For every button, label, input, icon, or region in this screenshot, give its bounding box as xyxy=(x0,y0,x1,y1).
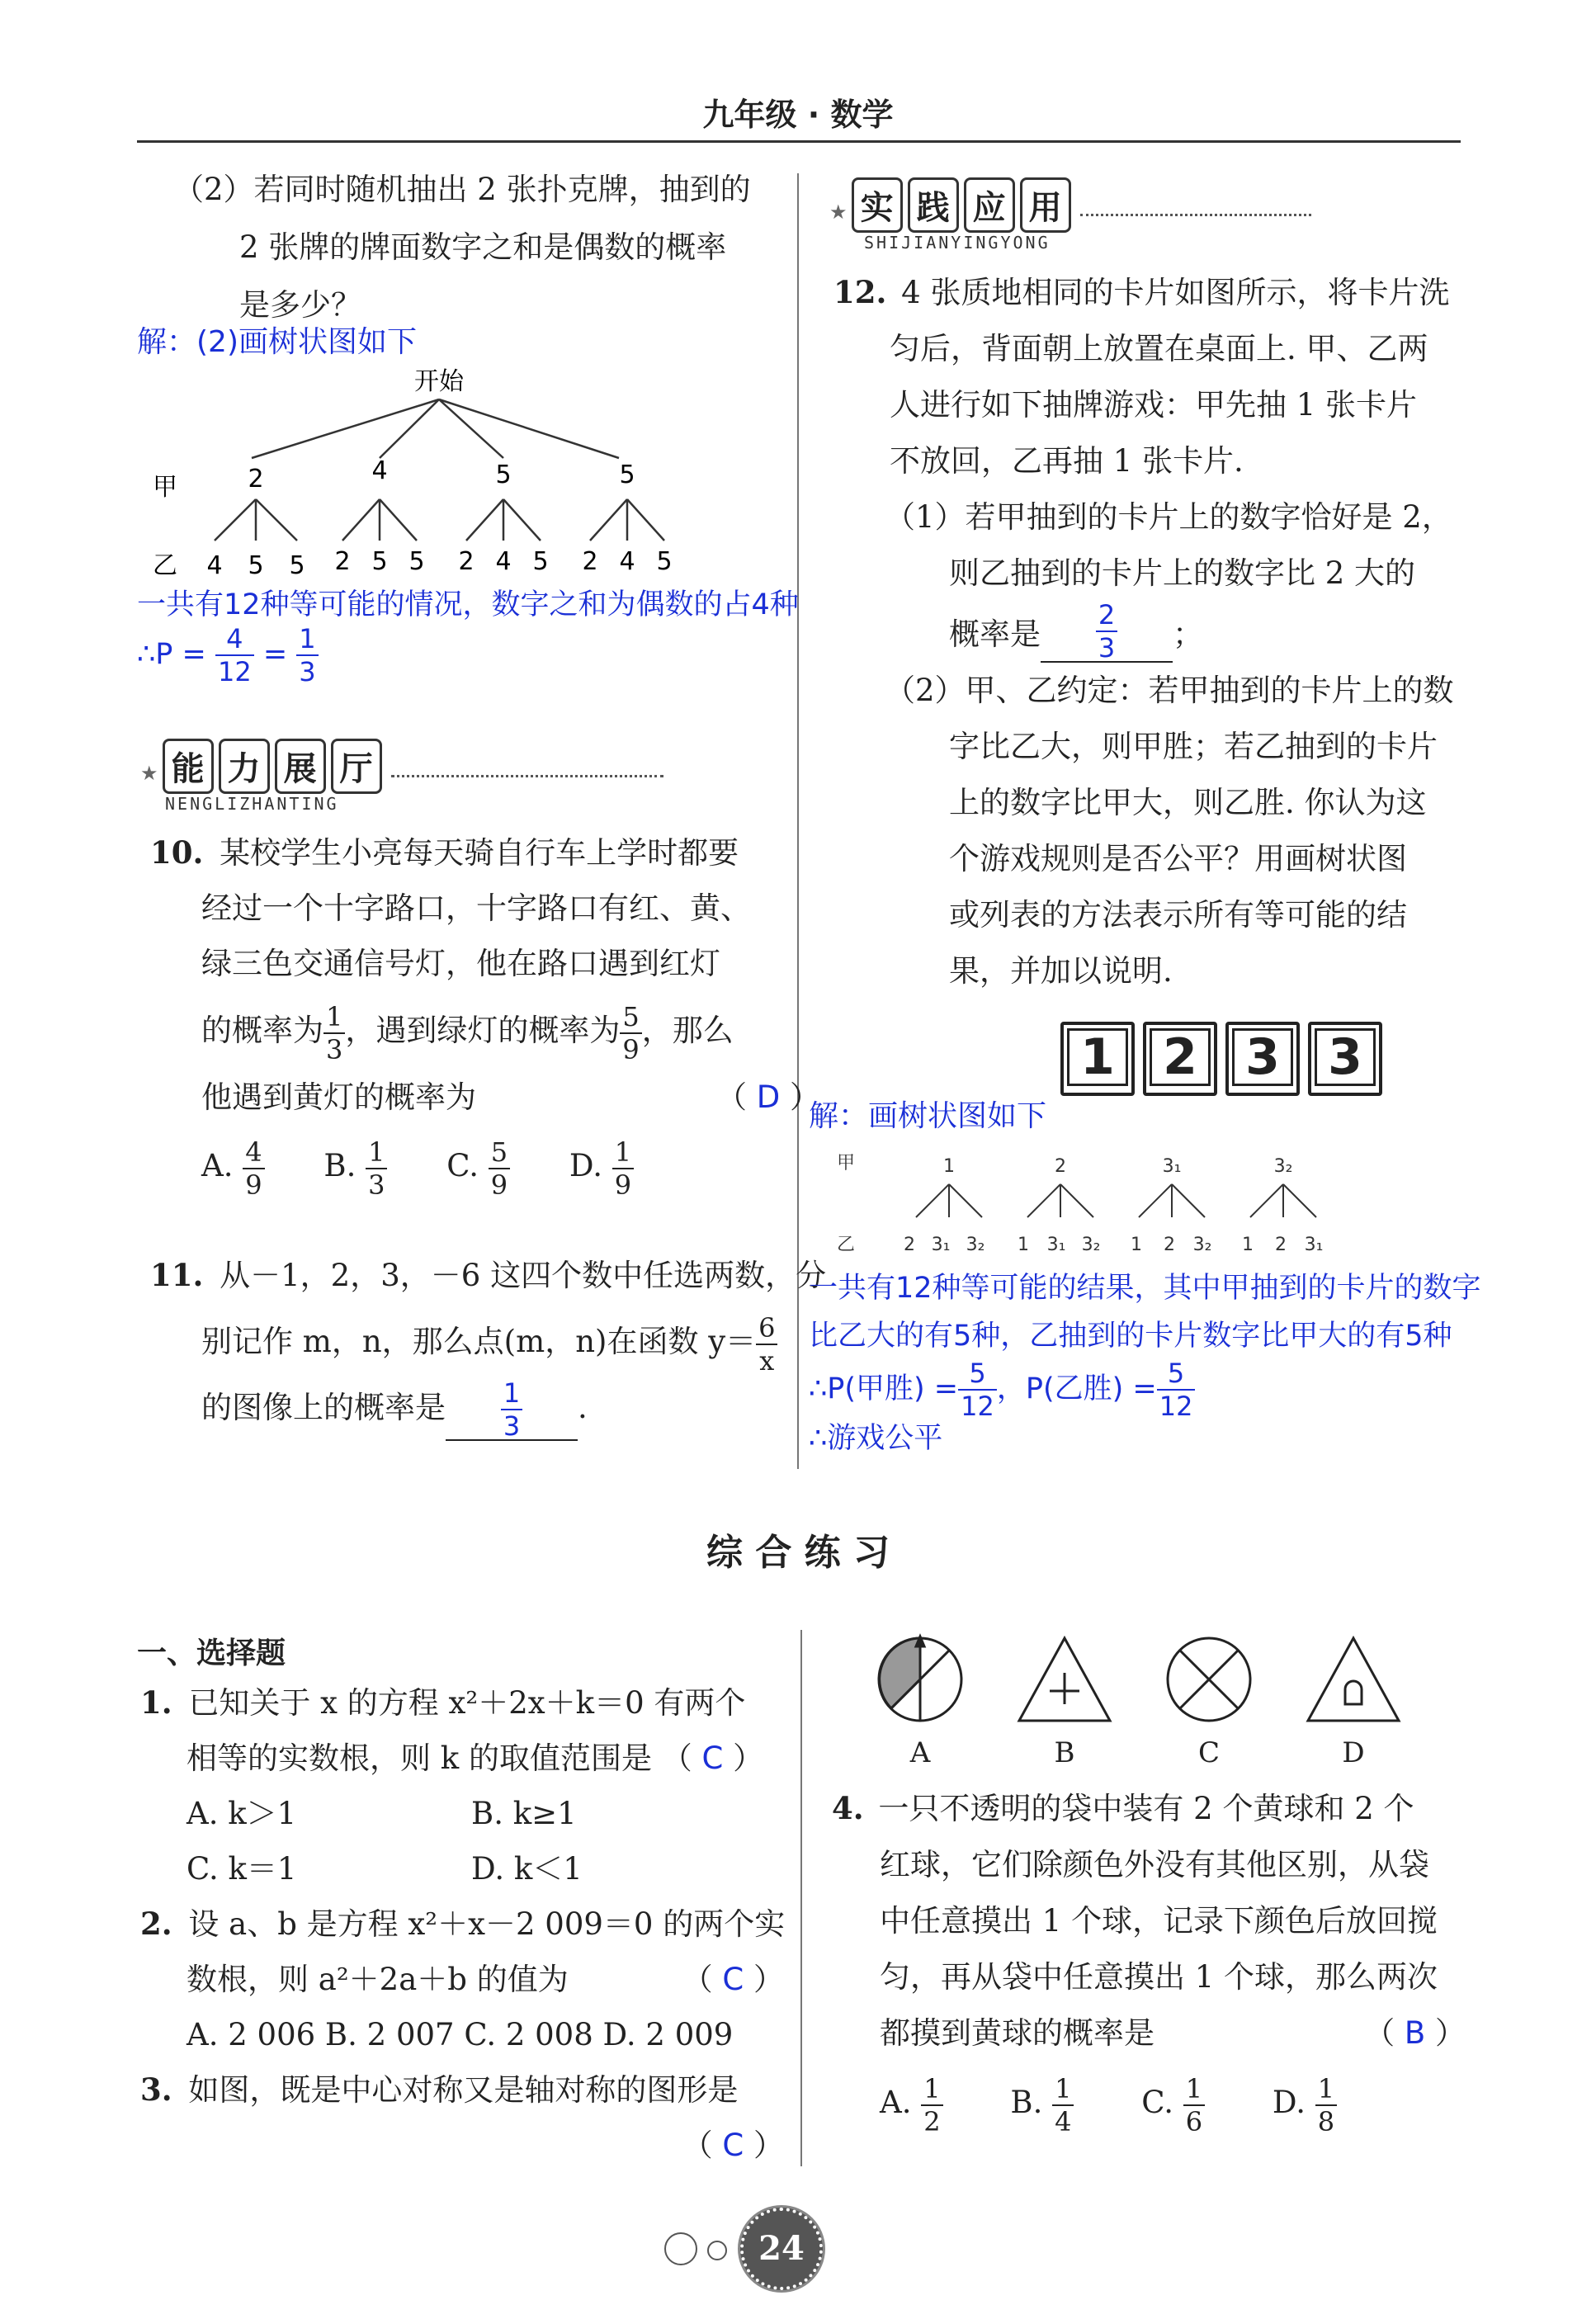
c3-answer: C xyxy=(722,2128,744,2163)
tree2-second: 1 xyxy=(1242,1235,1254,1255)
option-d: D. $\frac{1}{9}$ xyxy=(569,1148,634,1183)
option-b: B. $\frac{1}{3}$ xyxy=(323,1148,387,1183)
page-number: 24 xyxy=(758,2229,805,2268)
page-number-badge xyxy=(740,2208,823,2290)
c1-number: 1. xyxy=(140,1684,172,1721)
tree1-label-yi: 乙 xyxy=(153,551,177,580)
tree2-second: 2 xyxy=(1164,1235,1175,1255)
c3-line1: 如图，既是中心对称又是轴对称的图形是 xyxy=(188,2072,739,2108)
tree1-second: 5 xyxy=(289,551,305,580)
cards-row xyxy=(1060,1022,1391,1096)
q9-result-line: 一共有12种等可能的情况，数字之和为偶数的占4种 xyxy=(137,588,799,621)
shape-label-a: A xyxy=(909,1736,931,1769)
c1-option-d: D. k＜1 xyxy=(471,1851,583,1887)
tree2-first-2: 2 xyxy=(1055,1156,1066,1177)
c4-number: 4. xyxy=(832,1790,864,1826)
answer-paren: （ C ） xyxy=(682,2128,784,2163)
choice-questions xyxy=(140,1675,785,2173)
q10 xyxy=(150,825,820,1207)
q11 xyxy=(150,1242,826,1441)
badge-shijian-yingyong xyxy=(829,177,1324,253)
q9-p-prefix: ∴P = xyxy=(137,638,206,671)
tree-diagram-2 xyxy=(825,1147,1370,1263)
q9-part2 xyxy=(173,161,751,334)
tree2-second: 3₂ xyxy=(1081,1235,1101,1255)
q12-sol-line2: 比乙大的有5种，乙抽到的卡片数字比甲大的有5种 xyxy=(809,1320,1452,1353)
header-rule xyxy=(137,140,1461,143)
shape-c xyxy=(1168,1638,1250,1721)
tree2-label-yi: 乙 xyxy=(836,1235,856,1255)
c4 xyxy=(832,1780,1466,2144)
c4-options xyxy=(832,2062,1466,2144)
tree1-second: 4 xyxy=(206,551,223,580)
tree1-second: 5 xyxy=(248,551,264,580)
star-icon: ★ xyxy=(829,201,848,224)
tree1-second: 5 xyxy=(408,547,425,576)
answer-paren: （ C ） xyxy=(661,1740,764,1776)
c1-option-c: C. k＝1 xyxy=(187,1851,297,1887)
q12-sol-p1: ∴P(甲胜) = xyxy=(809,1372,959,1405)
q11-line2: 别记作 m，n，那么点(m，n)在函数 y＝ xyxy=(201,1324,757,1359)
badge-char: 应 xyxy=(964,177,1015,233)
fraction: $\frac{1}{3}$ xyxy=(323,1004,345,1063)
tree1-second: 2 xyxy=(582,547,598,576)
fraction: $\frac{6}{x}$ xyxy=(756,1315,777,1374)
option-b: B. $\frac{1}{4}$ xyxy=(1010,2085,1074,2120)
q12-line2: 匀后，背面朝上放置在桌面上. 甲、乙两 xyxy=(890,331,1428,366)
tree2-label-jia: 甲 xyxy=(836,1153,856,1174)
q11-number: 11. xyxy=(150,1257,204,1293)
card: 2 xyxy=(1143,1022,1217,1096)
q3-shapes xyxy=(866,1630,1444,1770)
fraction: $\frac{5}{12}$ xyxy=(958,1360,997,1419)
tree1-root: 开始 xyxy=(414,367,464,396)
c2-answer: C xyxy=(722,1962,744,1997)
q12-p2-line6: 果，并加以说明. xyxy=(949,953,1173,989)
q12-line3: 人进行如下抽牌游戏：甲先抽 1 张卡片 xyxy=(890,387,1418,423)
tree1-second: 5 xyxy=(656,547,673,576)
c1-line2: 相等的实数根，则 k 的取值范围是 xyxy=(187,1740,652,1776)
option-d: D. $\frac{1}{8}$ xyxy=(1273,2085,1337,2120)
badge-char: 展 xyxy=(275,739,326,794)
answer-paren: （ C ） xyxy=(682,1962,784,1997)
answer-blank: $\frac{1}{3}$ xyxy=(446,1380,578,1441)
c1-option-a: A. k＞1 xyxy=(187,1796,297,1831)
shape-label-c: C xyxy=(1197,1736,1221,1769)
q10-line1: 某校学生小亮每天骑自行车上学时都要 xyxy=(220,835,739,871)
column-divider-bottom xyxy=(800,1630,802,2166)
answer-paren: （ D ） xyxy=(715,1079,820,1115)
answer-blank: $\frac{2}{3}$ xyxy=(1041,602,1173,663)
q10-line4c: ，那么 xyxy=(641,1013,734,1048)
c4-line2: 红球，它们除颜色外没有其他区别，从袋 xyxy=(880,1847,1429,1882)
c4-line5: 都摸到黄球的概率是 xyxy=(880,2015,1155,2051)
q12-sol-line1: 一共有12种等可能的结果，其中甲抽到的卡片的数字 xyxy=(809,1272,1481,1305)
tree2-second: 3₁ xyxy=(931,1235,951,1255)
option-c: C. $\frac{5}{9}$ xyxy=(446,1148,510,1183)
q10-line3: 绿三色交通信号灯，他在路口遇到红灯 xyxy=(201,946,720,981)
tree1-second: 2 xyxy=(458,547,475,576)
dotted-rule xyxy=(391,775,663,777)
card: 3 xyxy=(1225,1022,1300,1096)
shape-label-d: D xyxy=(1342,1736,1365,1769)
q12-p2-line3: 上的数字比甲大，则乙胜. 你认为这 xyxy=(949,785,1427,820)
tree1-first-2: 4 xyxy=(371,456,388,485)
answer-paren: （ B ） xyxy=(1364,2015,1466,2051)
fraction: $\frac{1}{3}$ xyxy=(296,626,318,685)
page-header xyxy=(0,89,1596,135)
c4-line1: 一只不透明的袋中装有 2 个黄球和 2 个 xyxy=(878,1791,1414,1826)
tree1-first-4: 5 xyxy=(619,460,635,489)
c4-line3: 中任意摸出 1 个球，记录下颜色后放回搅 xyxy=(880,1903,1438,1939)
q12-p1-line1: （1）若甲抽到的卡片上的数字恰好是 2， xyxy=(885,499,1452,535)
badge-nengli-zhanting xyxy=(140,739,668,814)
badge-char: 厅 xyxy=(331,739,382,794)
c2-line2: 数根，则 a²＋2a＋b 的值为 xyxy=(187,1962,569,1997)
q12-solution xyxy=(809,1264,1481,1462)
badge-char: 实 xyxy=(852,177,903,233)
tree1-first-1: 2 xyxy=(248,465,264,494)
c2-options: A. 2 006 B. 2 007 C. 2 008 D. 2 009 xyxy=(187,2017,734,2052)
q9-part2-line3: 是多少？ xyxy=(239,287,361,323)
equals-sign: = xyxy=(262,638,288,671)
tree2-second: 1 xyxy=(1018,1235,1029,1255)
tree2-second: 3₂ xyxy=(1192,1235,1212,1255)
tree2-first-1: 1 xyxy=(943,1156,955,1177)
c3-number: 3. xyxy=(140,2071,172,2108)
q10-line4b: ，遇到绿灯的概率为 xyxy=(345,1013,621,1048)
q10-options xyxy=(150,1125,820,1207)
q9-part2-line1: （2）若同时随机抽出 2 张扑克牌，抽到的 xyxy=(173,172,751,207)
tree2-first-3: 3₁ xyxy=(1162,1156,1182,1177)
q10-number: 10. xyxy=(150,834,204,871)
shape-label-b: B xyxy=(1054,1736,1075,1769)
c1-option-b: B. k≥1 xyxy=(471,1796,577,1831)
q12-p2-line4: 个游戏规则是否公平？用画树状图 xyxy=(949,841,1407,876)
fraction: $\frac{5}{9}$ xyxy=(620,1004,641,1063)
q9-solution-line: 解：(2)画树状图如下 xyxy=(137,325,417,359)
c4-line4: 匀，再从袋中任意摸出 1 个球，那么两次 xyxy=(880,1959,1438,1995)
tree1-first-3: 5 xyxy=(495,460,512,489)
star-icon: ★ xyxy=(140,762,158,785)
tree2-second: 3₁ xyxy=(1304,1235,1324,1255)
q9-probability xyxy=(137,623,319,687)
shape-d xyxy=(1308,1638,1399,1721)
circle-icon xyxy=(707,2241,727,2260)
shape-b xyxy=(1019,1638,1110,1721)
option-c: C. $\frac{1}{6}$ xyxy=(1141,2085,1205,2120)
q12-sol-end: ∴游戏公平 xyxy=(809,1422,943,1455)
page-footer xyxy=(664,2199,937,2290)
badge-char: 能 xyxy=(163,739,214,794)
c4-answer: B xyxy=(1404,2015,1426,2051)
q12-sol-p2: ，P(乙胜) = xyxy=(996,1372,1157,1405)
card: 1 xyxy=(1060,1022,1135,1096)
q10-answer: D xyxy=(756,1079,781,1115)
badge-char: 践 xyxy=(908,177,959,233)
q12-p2-line1: （2）甲、乙约定：若甲抽到的卡片上的数 xyxy=(885,673,1454,708)
tree2-second: 2 xyxy=(1275,1235,1287,1255)
q12-line4: 不放回，乙再抽 1 张卡片. xyxy=(890,443,1244,479)
c2-number: 2. xyxy=(140,1906,172,1942)
q10-line4a: 的概率为 xyxy=(201,1013,323,1048)
c1-line1: 已知关于 x 的方程 x²＋2x＋k＝0 有两个 xyxy=(188,1685,746,1721)
q12-p2-line5: 或列表的方法表示所有等可能的结 xyxy=(949,897,1407,933)
tree1-second: 4 xyxy=(495,547,512,576)
badge-pinyin: NENGLIZHANTING xyxy=(165,794,339,814)
c2-line1: 设 a、b 是方程 x²＋x－2 009＝0 的两个实 xyxy=(188,1906,786,1942)
tree1-second: 4 xyxy=(619,547,635,576)
header-title: 九年级 · 数学 xyxy=(702,97,894,133)
semicolon: ； xyxy=(1173,616,1203,652)
badge-pinyin: SHIJIANYINGYONG xyxy=(864,233,1051,253)
tree-diagram-1 xyxy=(140,363,734,586)
shape-a xyxy=(879,1637,961,1721)
tree2-first-4: 3₂ xyxy=(1273,1156,1293,1177)
q10-line2: 经过一个十字路口，十字路口有红、黄、 xyxy=(201,890,751,926)
q12-p1-line2: 则乙抽到的卡片上的数字比 2 大的 xyxy=(949,555,1416,591)
fraction: $\frac{5}{12}$ xyxy=(1157,1360,1196,1419)
q12 xyxy=(833,264,1454,999)
period: . xyxy=(578,1390,588,1425)
tree2-second: 3₁ xyxy=(1046,1235,1066,1255)
tree1-label-jia: 甲 xyxy=(153,473,177,502)
badge-char: 力 xyxy=(219,739,270,794)
part1-title: 一、选择题 xyxy=(137,1637,286,1670)
fraction: $\frac{4}{12}$ xyxy=(215,626,254,685)
option-a: A. $\frac{1}{2}$ xyxy=(880,2085,943,2120)
tree2-second: 2 xyxy=(904,1235,915,1255)
q11-line1: 从－1，2，3，－6 这四个数中任选两数，分 xyxy=(220,1258,827,1293)
card: 3 xyxy=(1308,1022,1382,1096)
tree1-second: 2 xyxy=(334,547,351,576)
tree1-second: 5 xyxy=(371,547,388,576)
circle-icon xyxy=(664,2232,697,2265)
q11-line3: 的图像上的概率是 xyxy=(201,1390,446,1425)
q12-line1: 4 张质地相同的卡片如图所示，将卡片洗 xyxy=(901,275,1450,310)
badge-char: 用 xyxy=(1020,177,1071,233)
q12-number: 12. xyxy=(833,274,887,310)
q9-part2-line2: 2 张牌的牌面数字之和是偶数的概率 xyxy=(239,229,727,265)
dotted-rule xyxy=(1080,214,1311,216)
q12-p1-line3: 概率是 xyxy=(949,616,1041,652)
option-a: A. $\frac{4}{9}$ xyxy=(201,1148,265,1183)
tree1-second: 5 xyxy=(532,547,549,576)
tree2-second: 3₂ xyxy=(966,1235,985,1255)
tree2-second: 1 xyxy=(1131,1235,1142,1255)
c1-answer: C xyxy=(701,1740,724,1776)
section-title: 综 合 练 习 xyxy=(706,1532,890,1574)
q12-solution-line: 解：画树状图如下 xyxy=(809,1099,1047,1133)
q10-line5: 他遇到黄灯的概率为 xyxy=(201,1079,476,1115)
q12-p2-line2: 字比乙大，则甲胜；若乙抽到的卡片 xyxy=(949,729,1438,764)
